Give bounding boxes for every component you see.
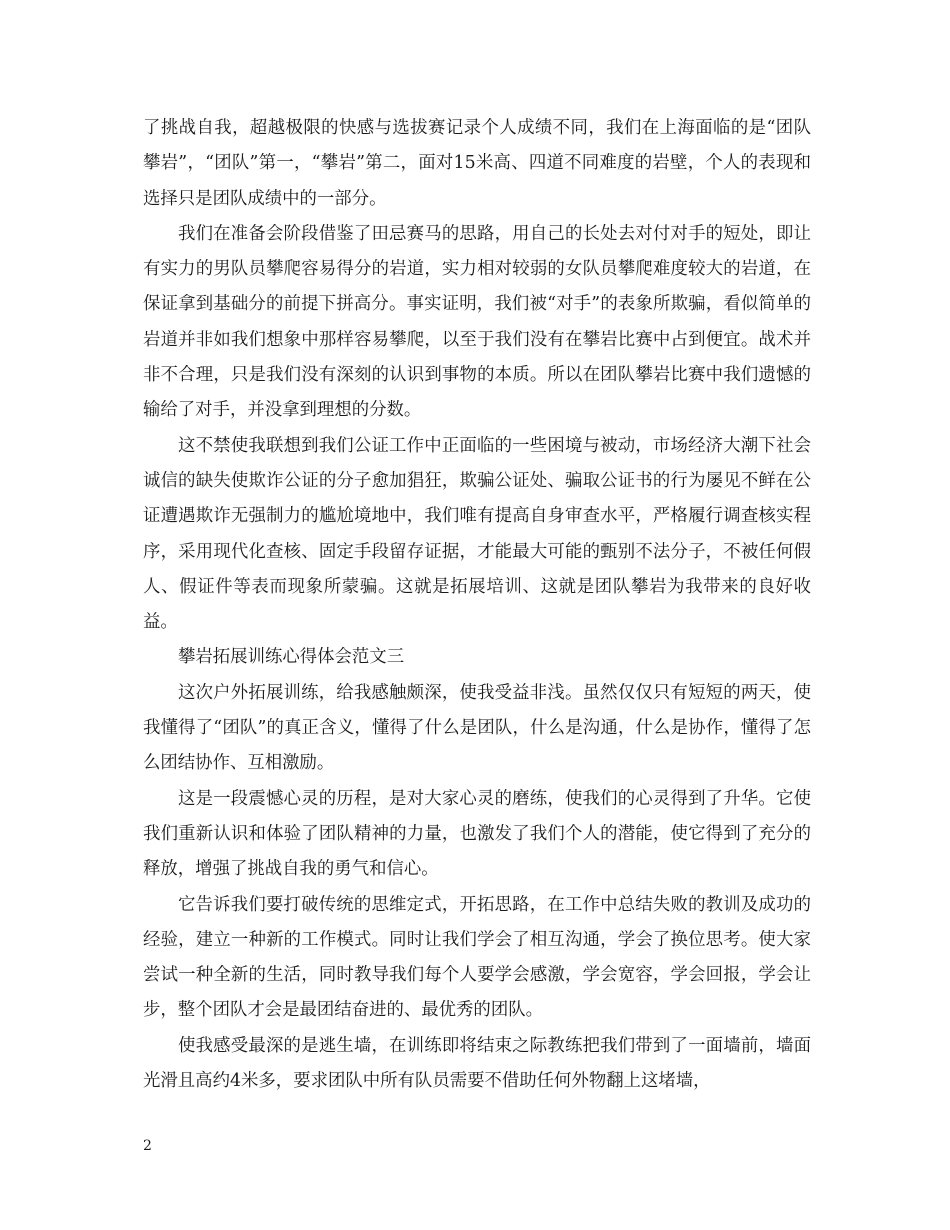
- page-number: 2: [143, 1138, 152, 1154]
- paragraph-2: 我们在准备会阶段借鉴了田忌赛马的思路，用自己的长处去对付对手的短处，即让有实力的男队员攀爬容易得分的岩道，实力相对较弱的女队员攀爬难度较大的岩道，在保证拿到基础分的前提下拼高分。事实证明，我们被“对手”的表象所欺骗，看似简单的岩道并非如我们想象中那样容易攀爬，以至于我们没有在攀岩比赛中占到便宜。战术并非不合理，只是我们没有深刻的认识到事物的本质。所以在团队攀岩比赛中我们遗憾的输给了对手，并没拿到理想的分数。: [143, 223, 811, 421]
- paragraph-3: 这不禁使我联想到我们公证工作中正面临的一些困境与被动，市场经济大潮下社会诚信的缺失使欺诈公证的分子愈加猖狂，欺骗公证处、骗取公证书的行为屡见不鲜在公证遭遇欺诈无强制力的尴尬境地中，我们唯有提高自身审查水平，严格履行调查核实程序，采用现代化查核、固定手段留存证据，才能最大可能的甄别不法分子，不被任何假人、假证件等表而现象所蒙骗。这就是拓展培训、这就是团队攀岩为我带来的良好收益。: [143, 435, 811, 633]
- paragraph-6: 这是一段震憾心灵的历程，是对大家心灵的磨练，使我们的心灵得到了升华。它使我们重新认识和体验了团队精神的力量，也激发了我们个人的潜能，使它得到了充分的释放，增强了挑战自我的勇气和信心。: [143, 788, 811, 880]
- document-body: [143, 111, 811, 1099]
- paragraph-5: 这次户外拓展训练，给我感触颇深，使我受益非浅。虽然仅仅只有短短的两天，使我懂得了“团队”的真正含义，懂得了什么是团队，什么是沟通，什么是协作，懂得了怎么团结协作、互相激励。: [143, 682, 811, 774]
- paragraph-1: 了挑战自我，超越极限的快感与选拔赛记录个人成绩不同，我们在上海面临的是“团队攀岩”，“团队”第一，“攀岩”第二，面对15米高、四道不同难度的岩壁，个人的表现和选择只是团队成绩中的一部分。: [143, 118, 811, 209]
- paragraph-8: 使我感受最深的是逃生墙，在训练即将结束之际教练把我们带到了一面墙前，墙面光滑且高约4米多，要求团队中所有队员需要不借助任何外物翻上这堵墙，: [143, 1035, 811, 1092]
- section-heading: 攀岩拓展训练心得体会范文三: [178, 647, 405, 668]
- paragraph-7: 它告诉我们要打破传统的思维定式，开拓思路，在工作中总结失败的教训及成功的经验，建立一种新的工作模式。同时让我们学会了相互沟通，学会了换位思考。使大家尝试一种全新的生活，同时教导我们每个人要学会感激，学会宽容，学会回报，学会让步，整个团队才会是最团结奋进的、最优秀的团队。: [143, 894, 811, 1021]
